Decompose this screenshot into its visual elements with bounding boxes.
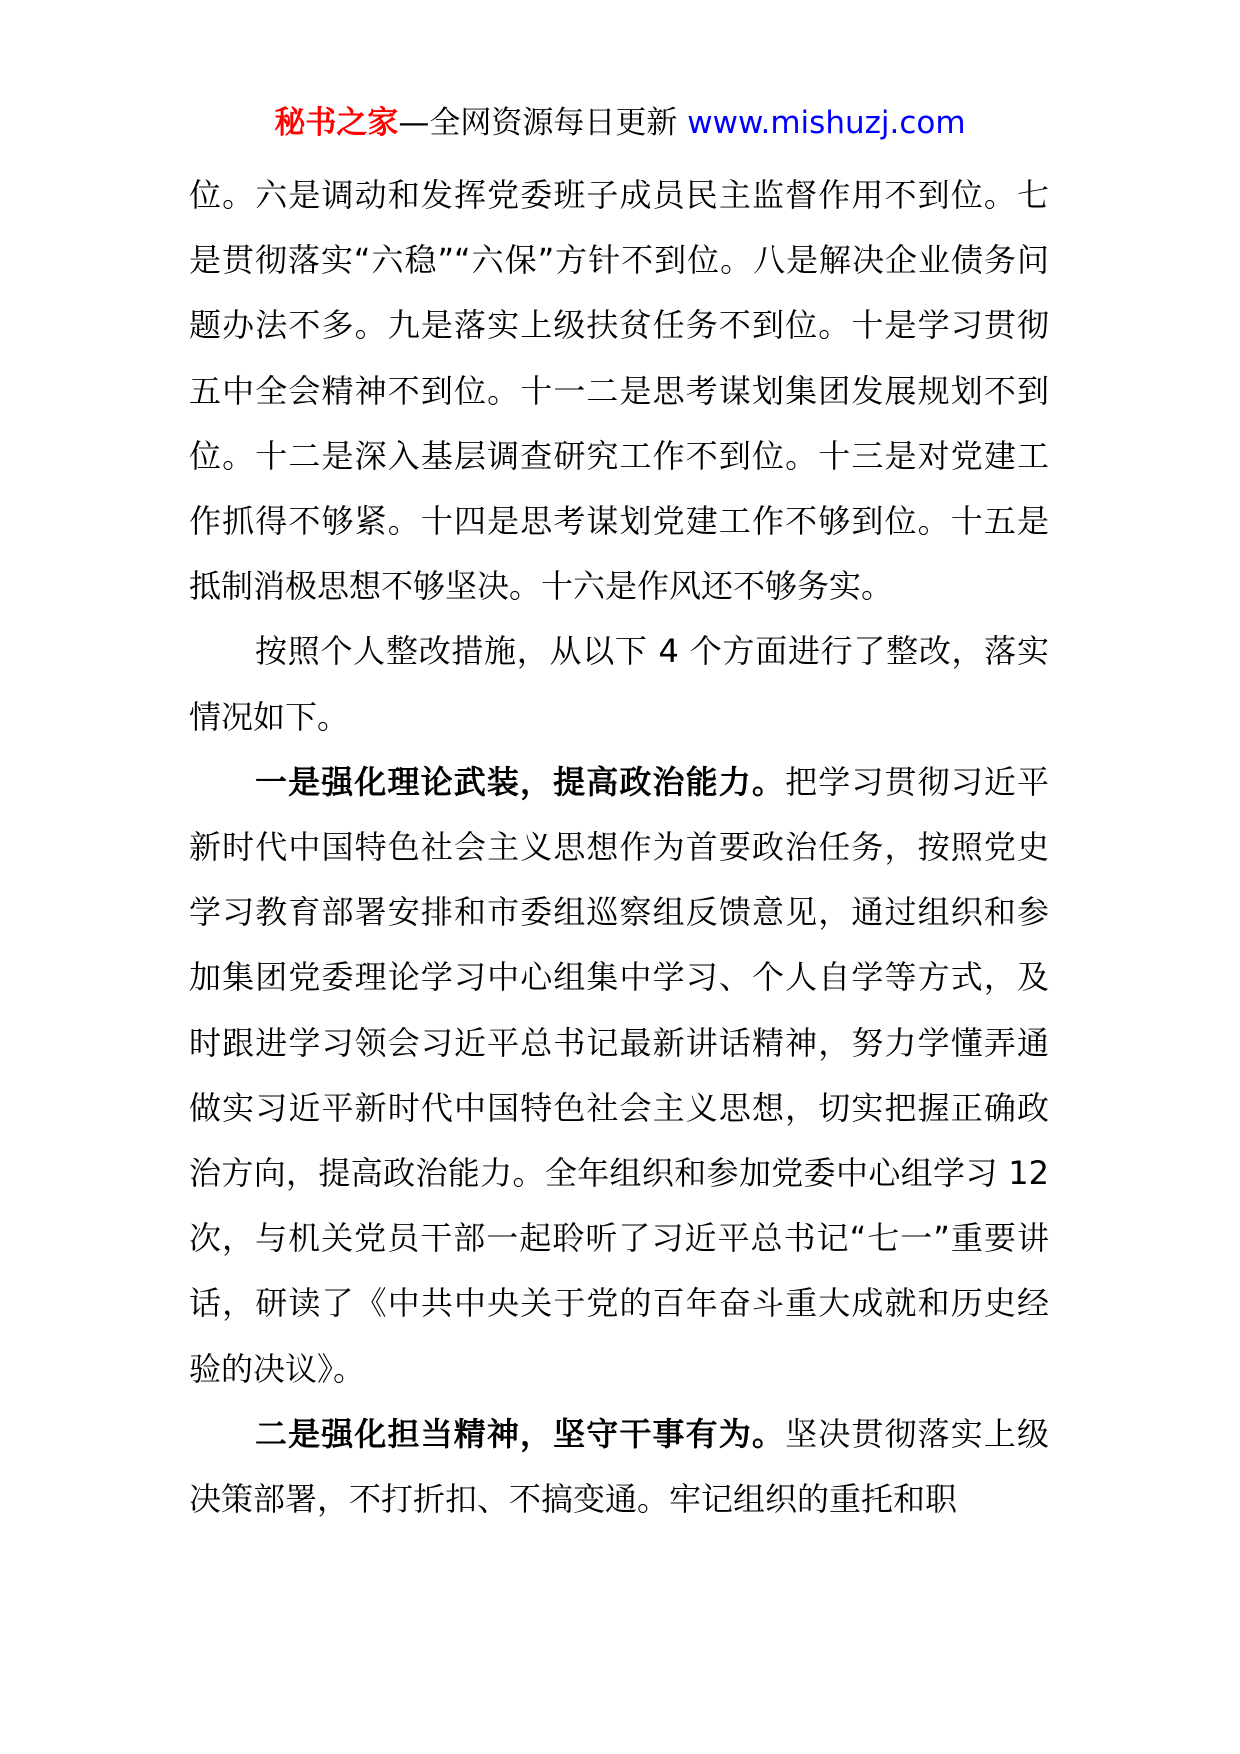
- paragraph-text: 按照个人整改措施，从以下 4 个方面进行了整改，落实情况如下。: [189, 632, 1049, 736]
- paragraph-theory-armament: [189, 750, 1049, 1402]
- header-slogan: —全网资源每日更新: [398, 105, 688, 141]
- paragraph-lead-heading: 一是强化理论武装，提高政治能力。: [255, 762, 786, 801]
- document-body: [189, 163, 1049, 1532]
- paragraph-rectification-intro: [189, 619, 1049, 749]
- brand-name: 秘书之家: [274, 105, 399, 141]
- paragraph-text: 位。六是调动和发挥党委班子成员民主监督作用不到位。七是贯彻落实“六稳”“六保”方针不到位。八是解决企业债务问题办法不多。九是落实上级扶贫任务不到位。十是学习贯彻五中全会精神不到位。十一二是思考谋划集团发展规划不到位。十二是深入基层调查研究工作不到位。十三是对党建工作抓得不够紧。十四是思考谋划党建工作不够到位。十五是抵制消极思想不够坚决。十六是作风还不够务实。: [189, 176, 1049, 606]
- site-header: [0, 100, 1240, 146]
- paragraph-text: 把学习贯彻习近平新时代中国特色社会主义思想作为首要政治任务，按照党史学习教育部署安排和市委组巡察组反馈意见，通过组织和参加集团党委理论学习中心组集中学习、个人自学等方式，及时跟进学习领会习近平总书记最新讲话精神，努力学懂弄通做实习近平新时代中国特色社会主义思想，切实把握正确政治方向，提高政治能力。全年组织和参加党委中心组学习 12 次，与机关党员干部一起聆听了习近平总书记“七一”重要讲话，研读了《中共中央关于党的百年奋斗重大成就和历史经验的决议》。: [189, 762, 1049, 1388]
- site-url-link[interactable]: www.mishuzj.com: [687, 105, 966, 141]
- paragraph-lead-heading: 二是强化担当精神，坚守干事有为。: [255, 1414, 786, 1453]
- paragraph-continued-list: [189, 163, 1049, 619]
- paragraph-responsibility: [189, 1402, 1049, 1532]
- paragraph-text: 坚决贯彻落实上级决策部署，不打折扣、不搞变通。牢记组织的重托和职: [189, 1414, 1049, 1519]
